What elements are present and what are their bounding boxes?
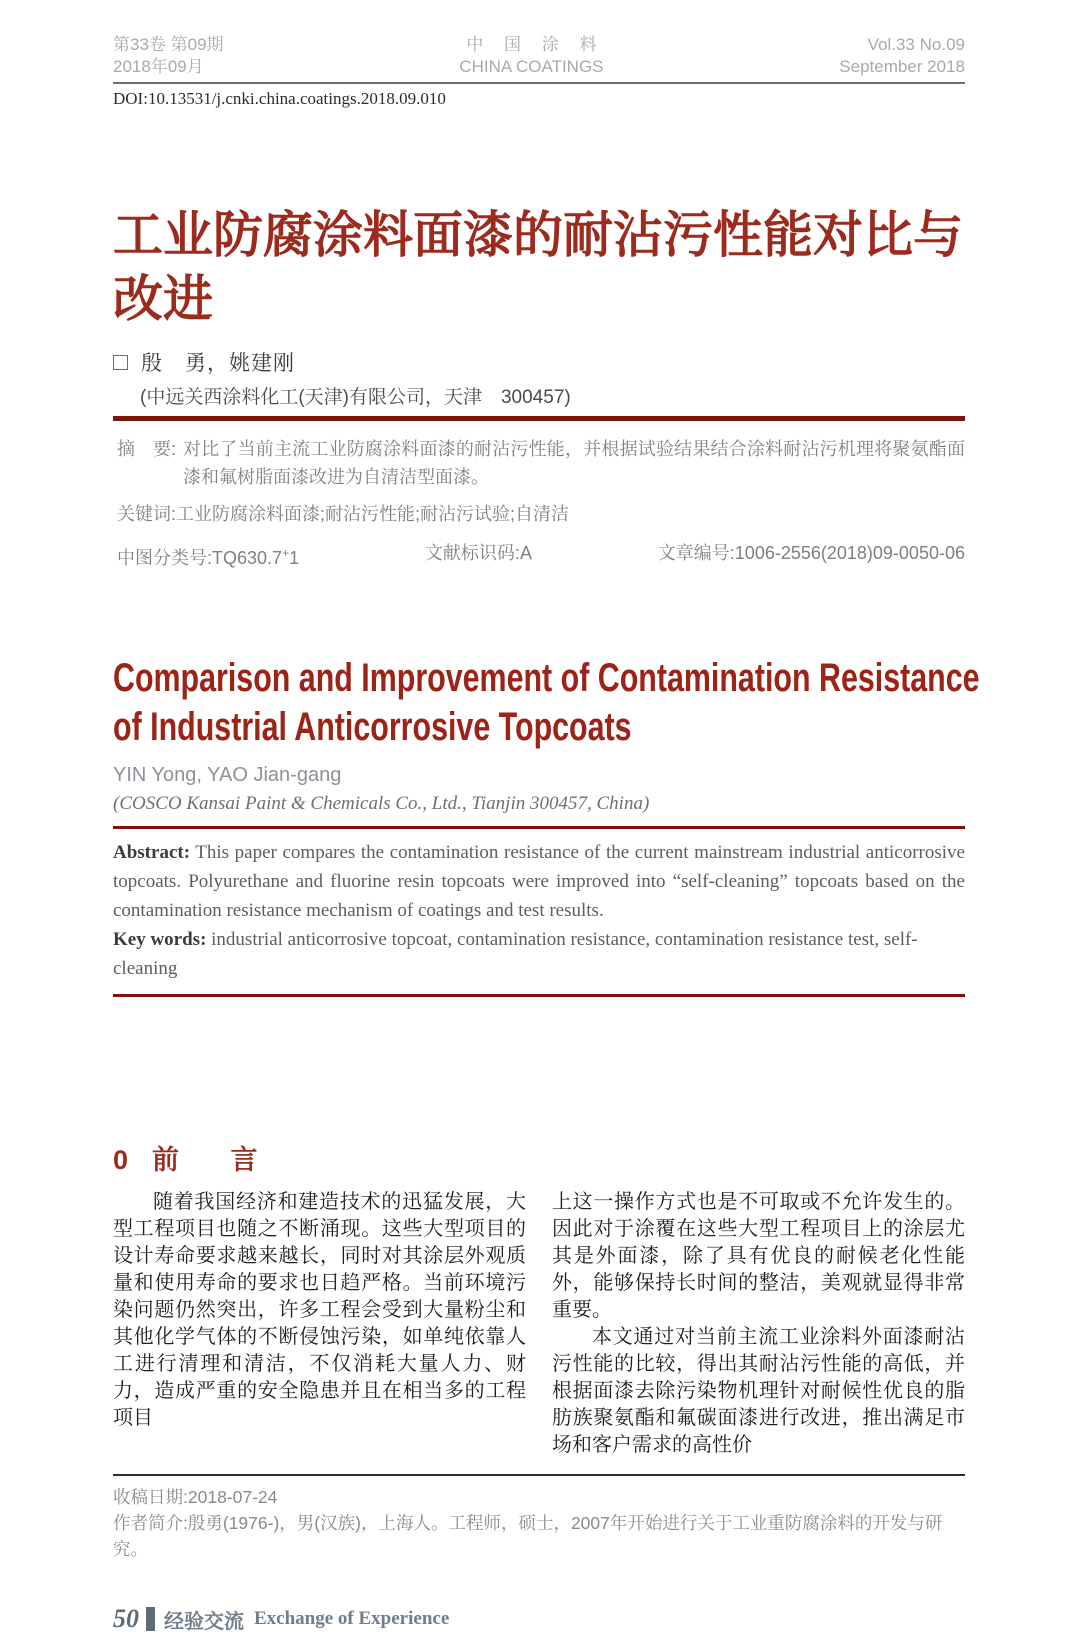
divider-rule-red bbox=[113, 416, 965, 421]
journal-date-cn: 2018年09月 bbox=[113, 57, 204, 76]
divider-rule-red bbox=[113, 826, 965, 829]
abstract-cn-label: 摘 要: bbox=[117, 439, 177, 459]
journal-header bbox=[113, 0, 965, 84]
authors-en: YIN Yong, YAO Jian-gang bbox=[113, 764, 342, 786]
keywords-cn-label: 关键词: bbox=[117, 504, 177, 524]
body-paragraph: 随着我国经济和建造技术的迅猛发展，大型工程项目也随之不断涌现。这些大型项目的设计寿命要求越来越长，同时对其涂层外观质量和使用寿命的要求也日趋严格。当前环境污染问题仍然突出，许多工程会受到大量粉尘和其他化学气体的不断侵蚀污染，如单纯依靠人工进行清理和清洁，不仅消耗大量人力、财力，造成严重的安全隐患并且在相当多的工程项目 bbox=[113, 1191, 526, 1429]
article-title-en-line2: of Industrial Anticorrosive Topcoats bbox=[113, 705, 632, 749]
classification-row bbox=[113, 541, 965, 570]
body-paragraph: 上这一操作方式也是不可取或不允许发生的。因此对于涂覆在这些大型工程项目上的涂层尤其是外面漆，除了具有优良的耐候老化性能外，能够保持长时间的整洁，美观就显得非常重要。 bbox=[552, 1191, 965, 1321]
article-id-label: 文章编号: bbox=[657, 543, 735, 563]
two-column-body bbox=[113, 1189, 965, 1459]
journal-name-cn: 中 国 涂 料 bbox=[466, 35, 605, 54]
journal-vol-no: Vol.33 No.09 bbox=[867, 35, 965, 54]
article-title-en bbox=[113, 654, 980, 752]
section-title: 前 言 bbox=[152, 1145, 280, 1175]
abstract-en bbox=[113, 838, 965, 925]
section-heading bbox=[113, 1145, 965, 1175]
clc-label: 中图分类号: bbox=[117, 548, 213, 568]
affiliation-en: (COSCO Kansai Paint & Chemicals Co., Ltd., Tianjin 300457, China) bbox=[113, 793, 650, 814]
authors-cn: 殷 勇，姚建刚 bbox=[141, 352, 295, 375]
footer-section-cn: 经验交流 bbox=[164, 1610, 244, 1633]
article-title-cn-line2: 改进 bbox=[113, 271, 213, 327]
body-column-left bbox=[113, 1189, 526, 1459]
section-number: 0 bbox=[113, 1145, 129, 1175]
page-number: 50 bbox=[113, 1604, 139, 1633]
keywords-en-text: industrial anticorrosive topcoat, contamination resistance, contamination resistance test, self-cleaning bbox=[113, 929, 918, 979]
journal-issue-info-en bbox=[839, 34, 965, 78]
footer-section-en: Exchange of Experience bbox=[254, 1608, 450, 1629]
footnote-block bbox=[113, 1474, 965, 1562]
abstract-en-text: This paper compares the contamination resistance of the current mainstream industrial anticorrosive topcoats. Polyurethane and fluorine resin topcoats were improved into “self-cleaning” topcoats based on the contamination resistance mechanism of coatings and test results. bbox=[113, 842, 965, 921]
received-date-value: 2018-07-24 bbox=[187, 1487, 278, 1507]
affiliation-cn: (中远关西涂料化工(天津)有限公司，天津 300457) bbox=[140, 387, 571, 408]
journal-issue-info bbox=[113, 34, 224, 78]
clc-after: 1 bbox=[289, 548, 300, 568]
article-title-cn bbox=[113, 203, 965, 331]
clc-value: TQ630.7 bbox=[212, 548, 283, 568]
keywords-en-label: Key words: bbox=[113, 929, 207, 950]
doc-code-value: A bbox=[519, 543, 532, 563]
clc-item bbox=[117, 541, 299, 570]
journal-name-en: CHINA COATINGS bbox=[459, 57, 604, 76]
footer-bar-icon bbox=[146, 1607, 155, 1631]
page-content bbox=[113, 0, 980, 1634]
doi-line: DOI:10.13531/j.cnki.china.coatings.2018.09.010 bbox=[113, 89, 446, 108]
author-bio-row bbox=[113, 1510, 965, 1562]
divider-rule-red bbox=[113, 994, 965, 997]
journal-date-en: September 2018 bbox=[839, 57, 965, 76]
abstract-cn-text: 对比了当前主流工业防腐涂料面漆的耐沾污性能，并根据试验结果结合涂料耐沾污机理将聚氨酯面漆和氟树脂面漆改进为自清洁型面漆。 bbox=[183, 439, 965, 487]
journal-name bbox=[459, 34, 603, 78]
journal-volume-issue: 第33卷 第09期 bbox=[113, 35, 224, 54]
article-id-item bbox=[658, 541, 965, 570]
clc-superscript: + bbox=[282, 546, 290, 560]
abstract-en-label: Abstract: bbox=[113, 842, 191, 863]
author-bio-text: 殷勇(1976-)，男(汉族)，上海人。工程师，硕士，2007年开始进行关于工业重防腐涂料的开发与研究。 bbox=[113, 1513, 943, 1559]
received-date-label: 收稿日期: bbox=[113, 1487, 188, 1507]
body-paragraph: 本文通过对当前主流工业涂料外面漆耐沾污性能的比较，得出其耐沾污性能的高低，并根据面漆去除污染物机理针对耐候性优良的脂肪族聚氨酯和氟碳面漆进行改进，推出满足市场和客户需求的高性价 bbox=[552, 1326, 965, 1456]
keywords-cn-row bbox=[113, 502, 965, 526]
page-footer bbox=[113, 1604, 965, 1634]
keywords-en bbox=[113, 925, 965, 983]
author-bio-label: 作者简介: bbox=[113, 1513, 188, 1533]
abstract-cn-row bbox=[113, 435, 965, 491]
received-date-row bbox=[113, 1484, 965, 1510]
author-marker-square-icon bbox=[113, 355, 128, 370]
section-foreword bbox=[113, 1145, 965, 1459]
abstract-cn-block bbox=[113, 435, 965, 570]
article-id-value: 1006-2556(2018)09-0050-06 bbox=[734, 543, 965, 563]
article-title-cn-line1: 工业防腐涂料面漆的耐沾污性能对比与 bbox=[113, 207, 963, 263]
authors-row bbox=[113, 347, 965, 377]
doc-code-item bbox=[425, 541, 532, 570]
keywords-cn-text: 工业防腐涂料面漆;耐沾污性能;耐沾污试验;自清洁 bbox=[176, 504, 570, 524]
doc-code-label: 文献标识码: bbox=[424, 543, 520, 563]
body-column-right bbox=[552, 1189, 965, 1459]
article-title-en-line1: Comparison and Improvement of Contamination Resistance bbox=[113, 656, 980, 700]
